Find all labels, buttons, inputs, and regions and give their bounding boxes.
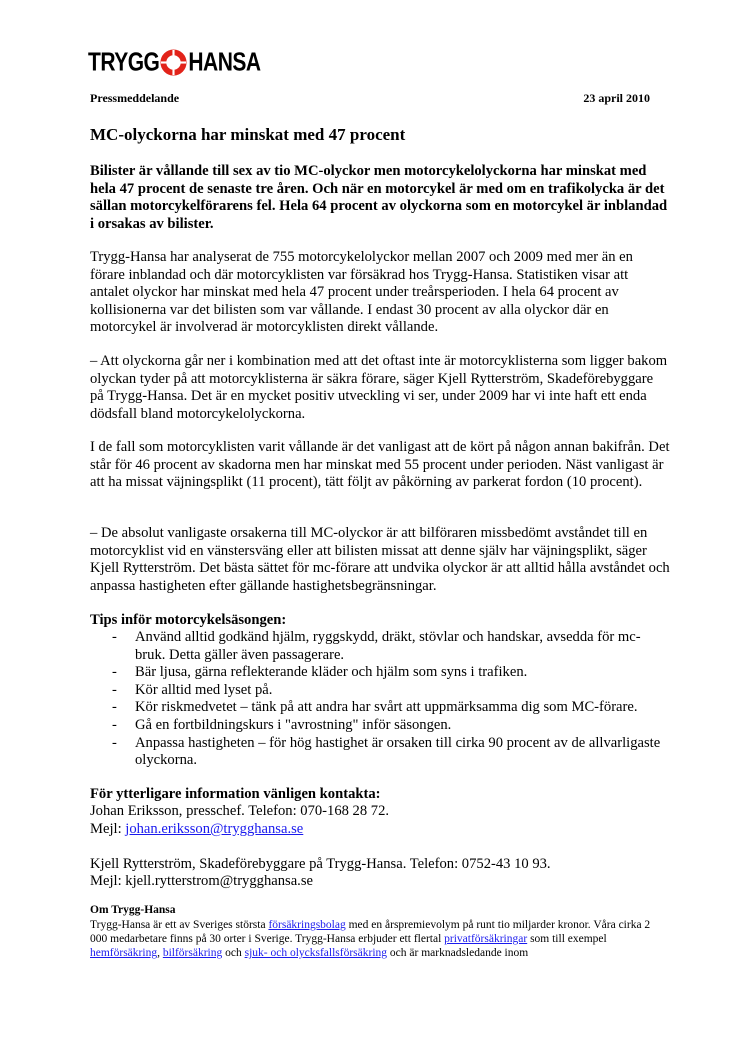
body-paragraph: I de fall som motorcyklisten varit vållande är det vanligast att de kört på någon annan bakifrån. Det står för 46 procent av skadorna men har minskat med 55 procent under perioden. Näst vanligast är att ha missat väjningsplikt (11 procent), tätt följt av påkörning av parkerat fordon (10 procent).	[90, 439, 670, 491]
bullet-dash: -	[112, 629, 117, 645]
contact-mail-1	[90, 821, 303, 839]
body-paragraph: – Att olyckorna går ner i kombination med att det oftast inte är motorcyklisterna som ligger bakom olyckan tyder på att motorcyklisterna är säkra förare, säger Kjell Rytterström, Skadeförebyggare på Trygg-Hansa. Det är en mycket positiv utveckling vi ser, under 2009 har vi inte haft ett enda dödsfall bland motorcykelolyckorna.	[90, 353, 668, 422]
about-text: med en årspremievolym på runt tio miljarder kronor. Våra cirka 2 000 medarbetare finns på 30 orter i Sverige. Trygg-Hansa erbjuder ett flertal	[90, 919, 651, 945]
list-item-text: Kör alltid med lyset på.	[135, 681, 273, 698]
bullet-dash: -	[112, 734, 117, 751]
link-home-insurance[interactable]: hemförsäkring	[90, 947, 158, 959]
logo-text-right: HANSA	[188, 47, 261, 77]
body-paragraph: – De absolut vanligaste orsakerna till MC-olyckor är att bilföraren missbedömt avståndet till en motorcyklist vid en vänstersväng eller att bilisten missat att denne själv har väjningsplikt, säger Kjell Rytterström. Det bästa sättet för mc-förare att undvika olyckor är att alltid hålla avståndet och anpassa hastigheten efter gällande hastighetsbegränsningar.	[90, 525, 670, 594]
list-item-text: Använd alltid godkänd hjälm, ryggskydd, dräkt, stövlar och handskar, avsedda för mc-bruk. Detta gäller även passagerare.	[135, 629, 641, 663]
about-text: Trygg-Hansa är ett av Sveriges största	[90, 919, 269, 931]
bullet-dash: -	[112, 716, 117, 733]
bullet-dash: -	[112, 681, 117, 698]
page-title: MC-olyckorna har minskat med 47 procent	[90, 125, 406, 144]
header-meta	[90, 91, 650, 106]
lifebuoy-icon	[160, 49, 187, 76]
doc-type-label: Pressmeddelande	[90, 91, 180, 105]
email-link[interactable]: johan.eriksson@trygghansa.se	[125, 821, 304, 837]
contact-mail-2: Mejl: kjell.rytterstrom@trygghansa.se	[90, 873, 313, 889]
about-text: som till exempel	[527, 933, 607, 945]
list-item	[90, 664, 670, 682]
list-item-text: Bär ljusa, gärna reflekterande kläder och hjälm som syns i trafiken.	[135, 664, 528, 681]
contact-person-1: Johan Eriksson, presschef. Telefon: 070-168 28 72.	[90, 803, 390, 819]
link-accident-insurance[interactable]: sjuk- och olycksfallsförsäkring	[244, 947, 388, 959]
lead-paragraph: Bilister är vållande till sex av tio MC-olyckor men motorcykelolyckorna har minskat med hela 47 procent de senaste tre åren. Och när en motorcykel är med om en trafikolycka är det sällan motorcykelförarens fel. Hela 64 procent av olyckorna som en motorcykel är inblandad i orsakas av bilister.	[90, 163, 668, 232]
about-paragraph	[90, 918, 670, 960]
contact-person-2: Kjell Rytterström, Skadeförebyggare på Trygg-Hansa. Telefon: 0752-43 10 93.	[90, 856, 551, 872]
list-item	[90, 735, 670, 770]
list-item-text: Kör riskmedvetet – tänk på att andra har svårt att uppmärksamma dig som MC-förare.	[135, 699, 638, 716]
link-car-insurance[interactable]: bilförsäkring	[162, 947, 223, 959]
link-private-insurance[interactable]: privatförsäkringar	[444, 933, 528, 945]
about-text: ,	[157, 947, 163, 959]
logo-text-left: TRYGG	[88, 47, 160, 77]
list-item-text: Gå en fortbildningskurs i "avrostning" inför säsongen.	[135, 716, 452, 733]
contact-heading: För ytterligare information vänligen kontakta:	[90, 786, 381, 802]
tips-heading: Tips inför motorcykelsäsongen:	[90, 612, 287, 628]
tips-list	[90, 629, 670, 770]
list-item	[90, 717, 670, 735]
list-item	[90, 629, 670, 664]
list-item-text: Anpassa hastigheten – för hög hastighet är orsaken till cirka 90 procent av de allvarligaste olyckorna.	[135, 734, 661, 769]
link-insurance-company[interactable]: försäkringsbolag	[268, 919, 346, 931]
about-heading: Om Trygg-Hansa	[90, 904, 176, 916]
trygg-hansa-logo	[88, 47, 261, 77]
list-item	[90, 682, 670, 700]
list-item	[90, 699, 670, 717]
about-text: och är marknadsledande inom	[387, 947, 529, 959]
body-paragraph: Trygg-Hansa har analyserat de 755 motorcykelolyckor mellan 2007 och 2009 med mer än en förare inblandad och där motorcyklisten var försäkrad hos Trygg-Hansa. Statistiken visar att antalet olyckor har minskat med hela 47 procent under treårsperioden. I hela 64 procent av kollisionerna var det bilisten som var vållande. I endast 30 procent av alla olyckor där en motorcykel är involverad är motorcyklisten direkt vållande.	[90, 249, 633, 336]
release-date: 23 april 2010	[583, 91, 650, 105]
about-text: och	[222, 947, 245, 959]
mail-label: Mejl:	[90, 821, 126, 837]
bullet-dash: -	[112, 664, 117, 681]
bullet-dash: -	[112, 699, 117, 716]
